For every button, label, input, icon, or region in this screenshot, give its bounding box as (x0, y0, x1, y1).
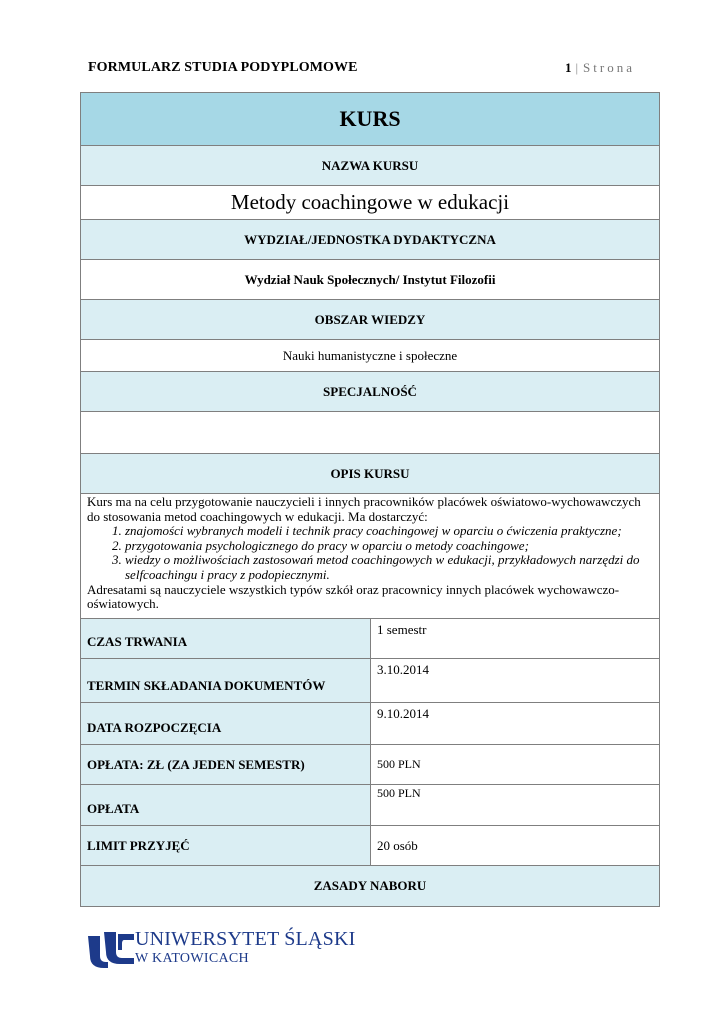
opis-kursu-label: OPIS KURSU (81, 454, 659, 494)
university-logo-icon (86, 928, 136, 972)
czas-trwania-value: 1 semestr (371, 619, 659, 658)
termin-value: 3.10.2014 (371, 659, 659, 702)
opis-kursu-value (81, 494, 659, 619)
logo-line-2: W KATOWICACH (135, 951, 249, 966)
opis-intro: Kurs ma na celu przygotowanie nauczycieli i innych pracowników placówek oświatowo-wychowawczych do stosowania metod coachingowych w edukacji. Ma dostarczyć: (87, 494, 641, 524)
logo-line-1: UNIWERSYTET ŚLĄSKI (135, 928, 356, 950)
wydzial-value: Wydział Nauk Społecznych/ Instytut Filozofii (81, 260, 659, 300)
specjalnosc-value (81, 412, 659, 454)
wydzial-label: WYDZIAŁ/JEDNOSTKA DYDAKTYCZNA (81, 220, 659, 260)
nazwa-kursu-value: Metody coachingowe w edukacji (81, 186, 659, 220)
oplata-label: OPŁATA (81, 785, 371, 825)
obszar-wiedzy-value: Nauki humanistyczne i społeczne (81, 340, 659, 372)
opis-list (87, 524, 653, 582)
specjalnosc-label: SPECJALNOŚĆ (81, 372, 659, 412)
page-label: Strona (583, 60, 635, 75)
opis-outro: Adresatami są nauczyciele wszystkich typów szkół oraz pracownicy innych placówek wychowawczo-oświatowych. (87, 581, 620, 612)
document-title: FORMULARZ STUDIA PODYPLOMOWE (88, 60, 358, 75)
limit-label: LIMIT PRZYJĘĆ (81, 826, 371, 865)
limit-value: 20 osób (371, 826, 659, 865)
oplata-semestr-row (81, 745, 659, 785)
czas-trwania-row (81, 619, 659, 659)
opis-list-item: 1. znajomości wybranych modeli i technik pracy coachingowej w oparciu o ćwiczenia praktyczne; (125, 524, 653, 539)
data-rozpoczecia-value: 9.10.2014 (371, 703, 659, 744)
page-number: 1 (564, 60, 572, 75)
data-rozpoczecia-row (81, 703, 659, 745)
termin-row (81, 659, 659, 703)
page-indicator: 1 | Strona (564, 60, 635, 75)
oplata-value: 500 PLN (371, 785, 659, 825)
opis-list-item: 2. przygotowania psychologicznego do pracy w oparciu o metody coachingowe; (125, 539, 653, 554)
section-kurs-heading: KURS (81, 93, 659, 146)
course-form (80, 92, 660, 907)
oplata-row (81, 785, 659, 826)
zasady-naboru-label: ZASADY NABORU (81, 866, 659, 906)
nazwa-kursu-label: NAZWA KURSU (81, 146, 659, 186)
opis-list-item: 3. wiedzy o możliwościach zastosowań metod coachingowych w edukacji, przykładowych narzędzi do selfcoachingu i pracy z podopiecznymi. (125, 553, 653, 582)
obszar-wiedzy-label: OBSZAR WIEDZY (81, 300, 659, 340)
termin-label: TERMIN SKŁADANIA DOKUMENTÓW (81, 659, 371, 702)
limit-row (81, 826, 659, 866)
oplata-semestr-value: 500 PLN (371, 745, 659, 784)
data-rozpoczecia-label: DATA ROZPOCZĘCIA (81, 703, 371, 744)
oplata-semestr-label: OPŁATA: ZŁ (ZA JEDEN SEMESTR) (81, 745, 371, 784)
czas-trwania-label: CZAS TRWANIA (81, 619, 371, 658)
